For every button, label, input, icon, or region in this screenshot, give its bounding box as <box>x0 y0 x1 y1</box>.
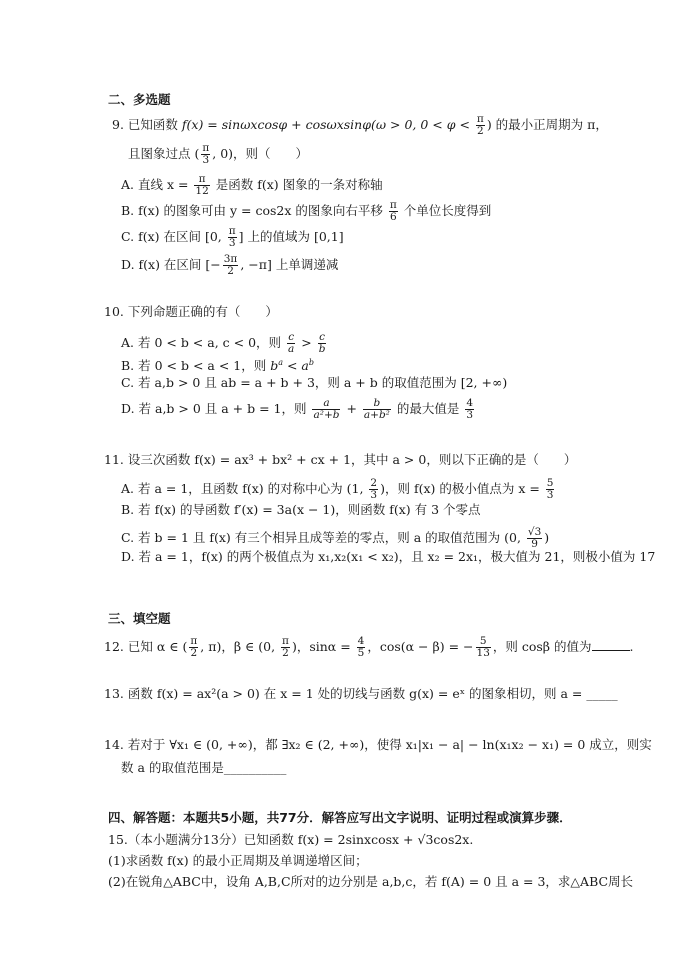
question-12-stem: 12. 已知 α ∈ ( $\frac{\pi}{2}$ , π)，β ∈ (0, $\frac{\pi}{2}$ )，sinα = $\frac{4}{5}$ ，cos(α − β) = − $\frac{5}{13}$ ，则 cosβ 的值为 . <box>104 635 634 659</box>
question-10-stem: 10. 下列命题正确的有（ ） <box>104 304 278 319</box>
section-heading-answer: 四、解答题：本题共5小题，共77分．解答应写出文字说明、证明过程或演算步骤． <box>108 810 572 825</box>
question-11-option-b: B. 若 f(x) 的导函数 f′(x) = 3a(x − 1)，则函数 f(x) 有 3 个零点 <box>121 502 481 517</box>
question-11-option-d: D. 若 a = 1，f(x) 的两个极值点为 x₁,x₂(x₁ < x₂)，且 x₂ = 2x₁，极大值为 21，则极小值为 17 <box>121 549 656 564</box>
question-14-stem-line2: 数 a 的取值范围是__________ <box>121 760 287 775</box>
fraction: $\frac{\pi}{2}$ <box>476 113 484 137</box>
question-9-option-d: D. f(x) 在区间 [− $\frac{3\pi}{2}$ , −π] 上单调递减 <box>121 253 339 277</box>
section-heading-multi-choice: 二、多选题 <box>108 92 171 107</box>
question-15-stem: 15.（本小题满分13分）已知函数 f(x) = 2sinxcosx + √3cos2x. <box>108 832 474 847</box>
question-15-part-2: (2)在锐角△ABC中，设角 A,B,C所对的边分别是 a,b,c，若 f(A) = 0 且 a = 3，求△ABC周长 <box>108 874 634 889</box>
question-9-option-c: C. f(x) 在区间 [0, $\frac{\pi}{3}$ ] 上的值域为 [0,1] <box>121 225 344 249</box>
question-11-stem: 11. 设三次函数 f(x) = ax³ + bx² + cx + 1，其中 a > 0，则以下正确的是（ ） <box>104 452 577 467</box>
section-heading-fill-blank: 三、填空题 <box>108 611 171 626</box>
question-9-option-a: A. 直线 x = $\frac{\pi}{12}$ 是函数 f(x) 图象的一条对称轴 <box>121 173 383 197</box>
question-10-option-d: D. 若 a,b > 0 且 a + b = 1，则 $\frac{a}{\text{a²+b}}$ + $\frac{b}{\text{a+b²}}$ 的最大值是 $\frac{4}{3}$ <box>121 397 474 421</box>
question-number: 9. <box>112 117 124 132</box>
question-10-option-a: A. 若 0 < b < a, c < 0，则 $\frac{c}{a}$ > $\frac{c}{b}$ <box>121 331 326 355</box>
question-9-stem-line2: 且图象过点 ( $\frac{\pi}{3}$ , 0)，则（ ） <box>128 142 309 166</box>
question-15-part-1: (1)求函数 f(x) 的最小正周期及单调递增区间； <box>108 853 368 868</box>
answer-blank[interactable] <box>592 638 630 651</box>
question-11-option-c: C. 若 b = 1 且 f(x) 有三个相异且成等差的零点，则 a 的取值范围为 (0, $\frac{√3}{9}$ ) <box>121 526 550 550</box>
question-9-stem-line1: 9. 已知函数 f(x) = sinωxcosφ + cosωxsinφ(ω > 0, 0 < φ < $\frac{\pi}{2}$ ) 的最小正周期为 π， <box>112 113 608 137</box>
question-14-stem-line1: 14. 若对于 ∀x₁ ∈ (0, +∞)，都 ∃x₂ ∈ (2, +∞)，使得 x₁|x₁ − a| − ln(x₁x₂ − x₁) = 0 成立，则实 <box>104 737 652 752</box>
question-10-option-c: C. 若 a,b > 0 且 ab = a + b + 3，则 a + b 的取值范围为 [2, +∞) <box>121 375 508 390</box>
question-11-option-a: A. 若 a = 1，且函数 f(x) 的对称中心为 (1, $\frac{2}{3}$ )，则 f(x) 的极小值点为 x = $\frac{5}{3}$ <box>121 477 554 501</box>
question-9-option-b: B. f(x) 的图象可由 y = cos2x 的图象向右平移 $\frac{\pi}{6}$ 个单位长度得到 <box>121 199 492 223</box>
question-10-option-b: B. 若 0 < b < a < 1，则 $b^a < a^b$ <box>121 358 314 374</box>
question-13-stem: 13. 函数 f(x) = ax²(a > 0) 在 x = 1 处的切线与函数 g(x) = eˣ 的图象相切，则 a = _____ <box>104 686 618 701</box>
